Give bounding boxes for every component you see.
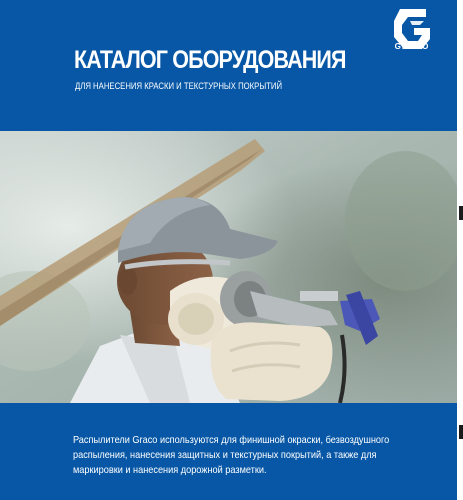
edge-mark <box>459 206 463 220</box>
logo-wordmark: GRACO <box>394 42 430 51</box>
catalog-subtitle: ДЛЯ НАНЕСЕНИЯ КРАСКИ И ТЕКСТУРНЫХ ПОКРЫТИЙ <box>75 81 283 91</box>
catalog-title: КАТАЛОГ ОБОРУДОВАНИЯ <box>74 46 346 74</box>
catalog-description: Распылители Graco используются для финишной окраски, безвоздушного распыления, нанесения защитных и текстурных покрытий, а также для маркировки и нанесения дорожной разметки. <box>73 435 390 476</box>
worker-spraying-photo <box>0 131 457 403</box>
edge-mark <box>459 425 463 439</box>
